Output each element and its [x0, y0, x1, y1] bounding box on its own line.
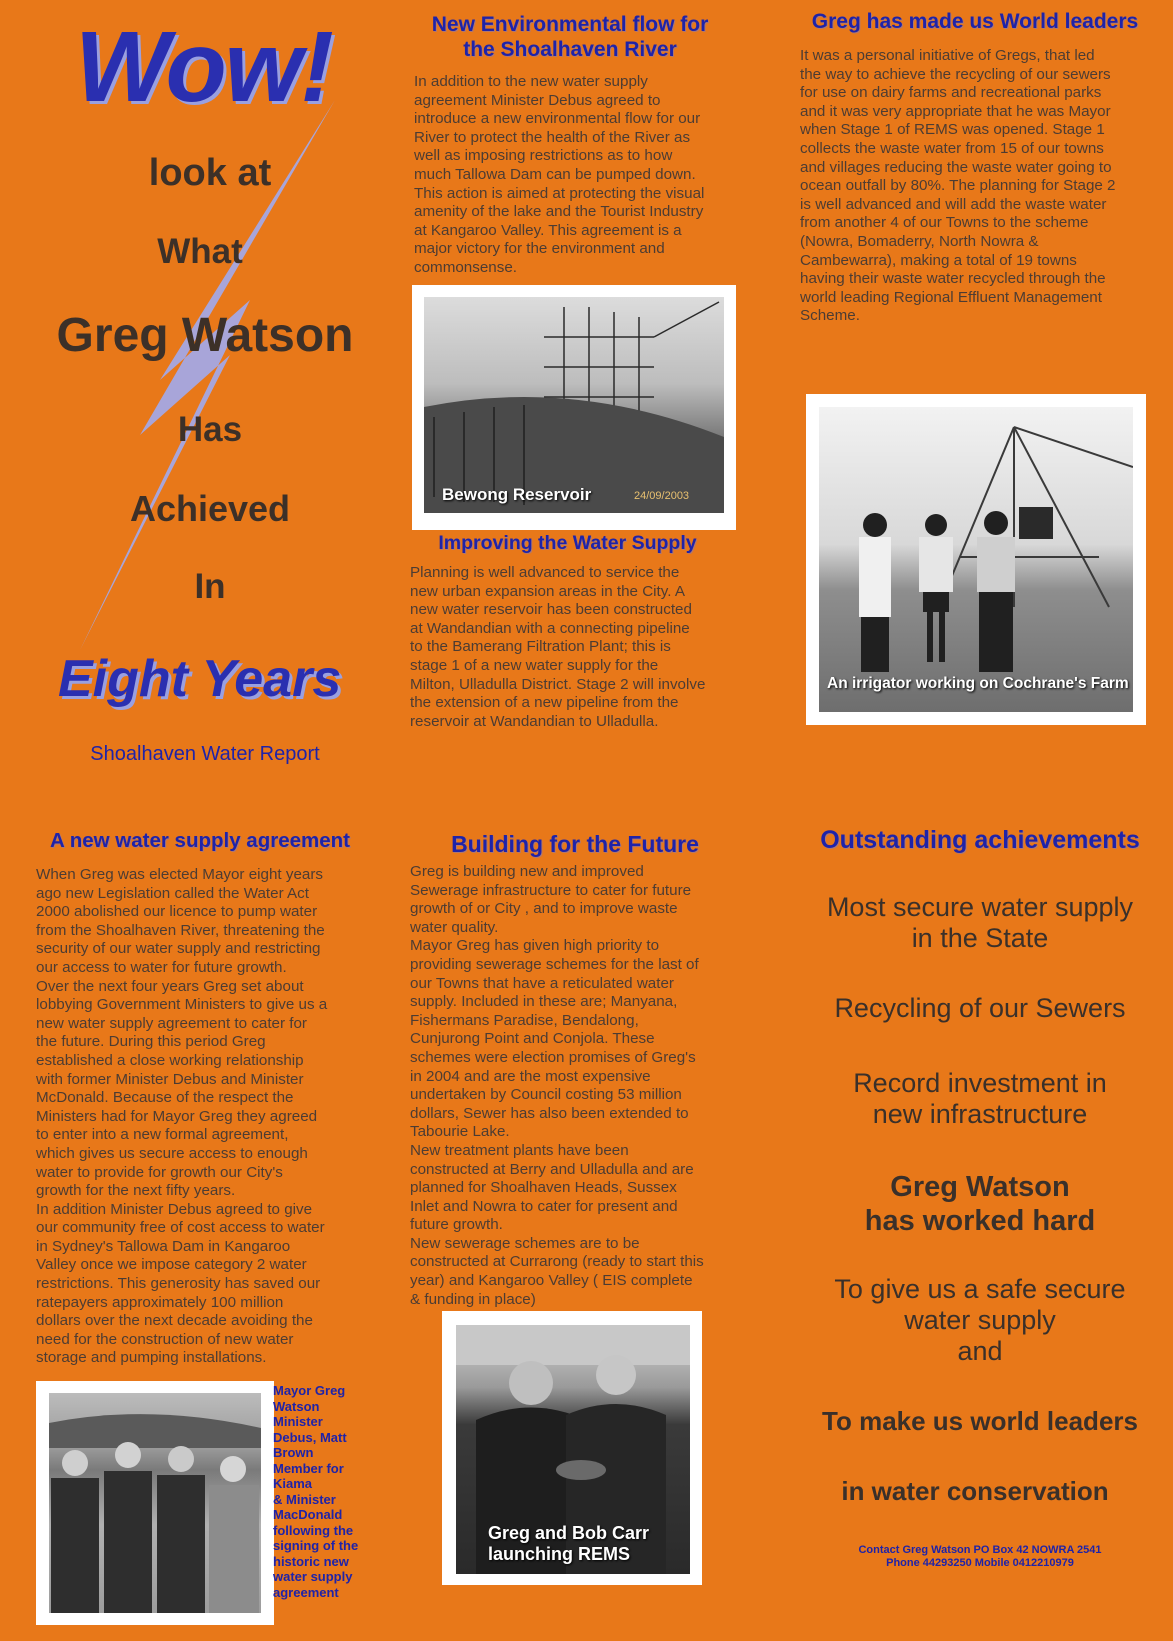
- achievement-investment-line1: Record investment in: [853, 1068, 1107, 1098]
- achievement-investment-line2: new infrastructure: [872, 1099, 1088, 1129]
- achievement-secure-supply-line2: in the State: [911, 923, 1049, 953]
- ministers-photo: [49, 1393, 261, 1613]
- eight-years-heading: Eight Years: [58, 650, 342, 708]
- achievements-title: Outstanding achievements: [820, 826, 1140, 854]
- env-flow-title-line2: the Shoalhaven River: [463, 38, 677, 61]
- irrigator-illustration: [819, 407, 1133, 712]
- report-subtitle: Shoalhaven Water Report: [90, 743, 320, 765]
- ministers-illustration: [49, 1393, 261, 1613]
- wow-heading: Wow!: [75, 11, 332, 123]
- future-body: Greg is building new and improved Sewerage infrastructure to cater for future growth of or City , and to improve waste water quality. Mayor Greg has given high priority to providing sewerage schemes for the last of our Towns that have a reticulated water supply. Included in these are; Manyana, Fishermans Paradise, Bendalong, Cunjurong Point and Conjola. These schemes were election promises of Greg's in 2004 and are the most expensive undertaken by Council costing 53 million dollars, Sewer has also been extended to Tabourie Lake. New treatment plants have been constructed at Berry and Ulladulla and are planned for Shoalhaven Heads, Sussex Inlet and Nowra to cater for present and future growth. New sewerage schemes are to be constructed at Currarong (ready to start this year) and Kangaroo Valley ( EIS complete & funding in place): [410, 863, 704, 1308]
- world-leaders-title: Greg has made us World leaders: [811, 10, 1139, 33]
- future-title: Building for the Future: [451, 831, 699, 857]
- world-leaders-body: It was a personal initiative of Gregs, that led the way to achieve the recycling of our sewers for use on dairy farms and recreational parks and it was very appropriate that he was Mayor when Stage 1 of REMS was opened. Stage 1 collects the waste water from 15 of our towns and villages reducing the waste water going to ocean outfall by 80%. The planning for Stage 2 is well advanced and will add the waste water from another 4 of our Towns to the scheme (Nowra, Bomaderry, North Nowra & Cambewarra), making a total of 19 towns having their waste water recycled through the world leading Regional Effluent Management Scheme.: [800, 47, 1116, 325]
- irrigator-photo: [819, 407, 1133, 712]
- carr-caption-line1: Greg and Bob Carr: [488, 1523, 650, 1543]
- contact-info: [800, 1544, 1160, 1570]
- env-flow-body: In addition to the new water supply agreement Minister Debus agreed to introduce a new environmental flow for our River to protect the health of the River as well as imposing restrictions as to how much Tallowa Dam can be pumped down. This action is aimed at protecting the visual amenity of the lake and the Tourist Industry at Kangaroo Valley. This agreement is a major victory for the environment and commonsense.: [414, 73, 705, 276]
- what-text: What: [157, 232, 243, 271]
- ministers-caption: Mayor Greg Watson Minister Debus, Matt Brown Member for Kiama & Minister MacDonald following the signing of the historic new water supply agreement: [273, 1383, 359, 1600]
- water-supply-body: Planning is well advanced to service the new urban expansion areas in the City. A new water reservoir has been constructed at Wandandian with a connecting pipeline to the Bamerang Filtration Plant; this is stage 1 of a new water supply for the Milton, Ulladulla District. Stage 2 will involve the extension of a new pipeline from the reservoir at Wandandian to Ulladulla.: [410, 564, 706, 730]
- agreement-title: A new water supply agreement: [50, 829, 350, 852]
- achievement-recycling: Recycling of our Sewers: [834, 993, 1126, 1023]
- achievement-worked-hard: [800, 1170, 1160, 1238]
- env-flow-title-line1: New Environmental flow for: [431, 13, 709, 36]
- achieved-text: Achieved: [129, 488, 291, 529]
- achievement-safe-supply-line3: and: [957, 1336, 1003, 1366]
- achievement-safe-supply-line1: To give us a safe secure: [834, 1274, 1126, 1304]
- achievement-safe-supply: [800, 1274, 1160, 1367]
- carr-photo: [456, 1325, 690, 1574]
- in-text: In: [194, 567, 226, 606]
- has-text: Has: [177, 410, 243, 449]
- achievement-worked-hard-line1: Greg Watson: [890, 1171, 1070, 1203]
- achievement-safe-supply-line2: water supply: [904, 1305, 1056, 1335]
- achievement-conservation: in water conservation: [841, 1476, 1109, 1506]
- agreement-body: When Greg was elected Mayor eight years ago new Legislation called the Water Act 2000 abolished our licence to pump water from the Shoalhaven River, threatening the security of our water supply and restricting our access to water for future growth. Over the next four years Greg set about lobbying Government Ministers to give us a new water supply agreement to cater for the future. During this period Greg established a close working relationship with former Minister Debus and Minister McDonald. Because of the respect the Ministers had for Mayor Greg they agreed to enter into a new formal agreement, which gives us secure access to enough water to provide for growth our City's growth for the next fifty years. In addition Minister Debus agreed to give our community free of cost access to water in Sydney's Tallowa Dam in Kangaroo Valley once we impose category 2 water restrictions. This generosity has saved our ratepayers approximately 100 million dollars over the next decade avoiding the need for the construction of new water storage and pumping installations.: [36, 866, 328, 1367]
- ministers-photo-frame: [36, 1381, 274, 1625]
- contact-phone: Phone 44293250 Mobile 0412210979: [886, 1557, 1074, 1569]
- carr-caption: [488, 1523, 649, 1565]
- reservoir-photo-frame: [412, 285, 736, 530]
- achievement-investment: [800, 1068, 1160, 1130]
- carr-caption-line2: launching REMS: [488, 1544, 631, 1564]
- achievement-secure-supply-line1: Most secure water supply: [826, 892, 1134, 922]
- achievement-world-leaders: To make us world leaders: [822, 1406, 1138, 1436]
- achievement-secure-supply: [800, 892, 1160, 954]
- reservoir-caption: Bewong Reservoir: [442, 485, 592, 504]
- look-at-text: look at: [148, 152, 272, 194]
- greg-watson-title: Greg Watson: [56, 309, 354, 362]
- reservoir-photo: [424, 297, 724, 513]
- contact-address: Contact Greg Watson PO Box 42 NOWRA 2541: [858, 1544, 1102, 1556]
- reservoir-photo-date: 24/09/2003: [634, 490, 690, 502]
- scaffold-illustration: [424, 297, 724, 513]
- carr-photo-frame: [442, 1311, 702, 1585]
- irrigator-caption: An irrigator working on Cochrane's Farm: [827, 675, 1129, 692]
- env-flow-title: [395, 12, 745, 62]
- achievement-worked-hard-line2: has worked hard: [864, 1205, 1096, 1237]
- irrigator-photo-frame: [806, 394, 1146, 725]
- water-supply-title: Improving the Water Supply: [438, 532, 697, 554]
